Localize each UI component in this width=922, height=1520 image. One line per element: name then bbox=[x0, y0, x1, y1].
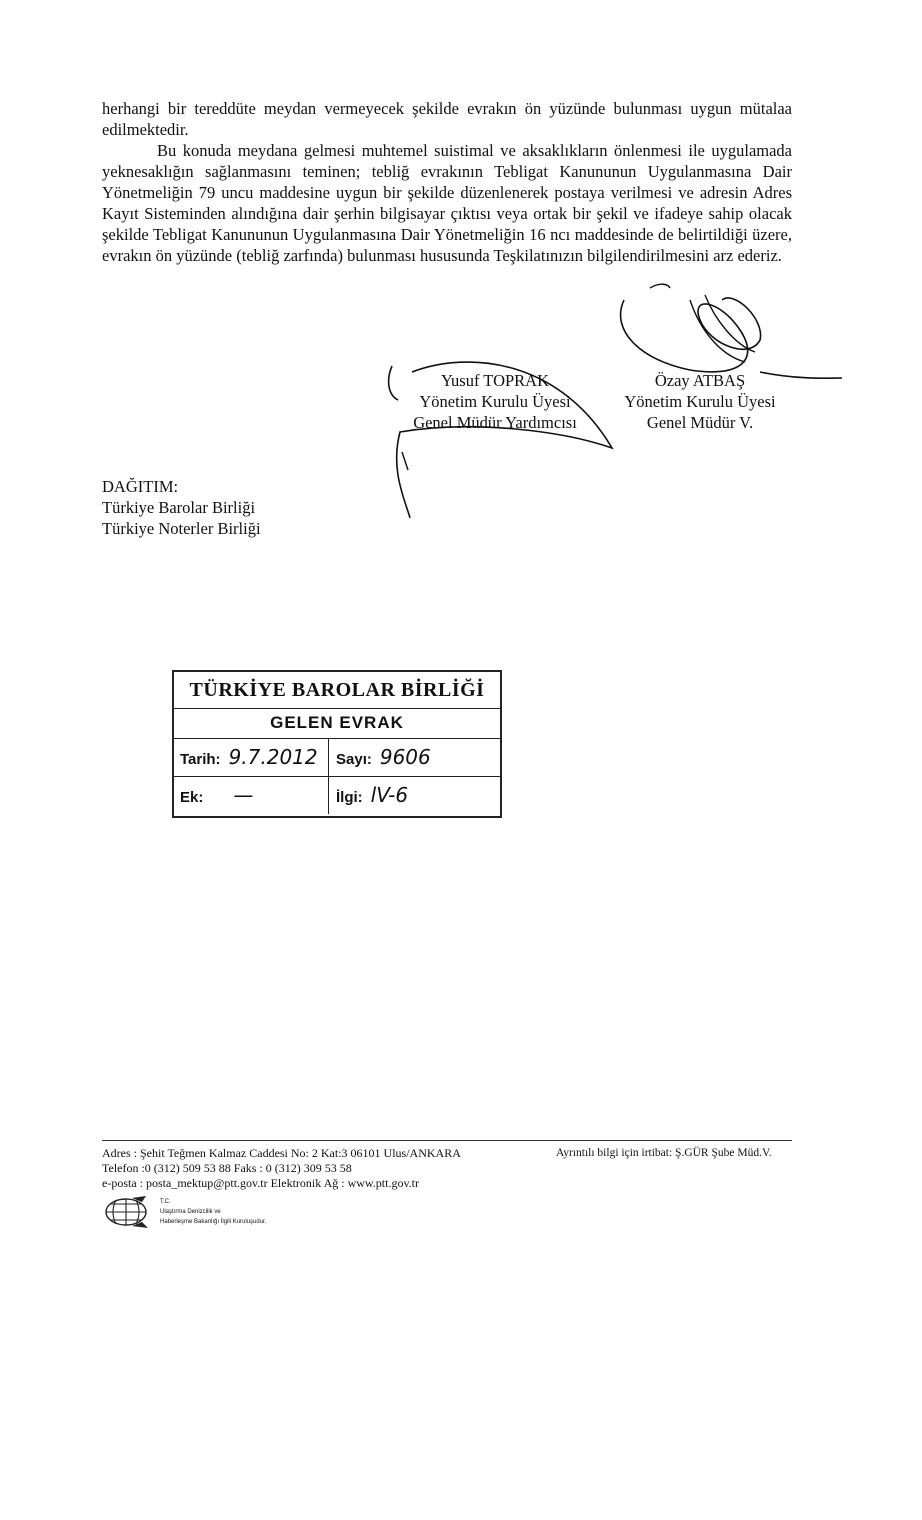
stamp-row-date-number bbox=[174, 738, 500, 777]
stamp-row-attachment-related bbox=[174, 776, 500, 814]
footer-contact: e-posta : posta_mektup@ptt.gov.tr Elektronik Ağ : www.ptt.gov.tr bbox=[102, 1176, 420, 1190]
signatory-title: Genel Müdür Yardımcısı bbox=[413, 413, 577, 432]
footer-divider bbox=[102, 1140, 792, 1141]
signatory-title: Yönetim Kurulu Üyesi bbox=[419, 392, 571, 411]
paragraph-main: Bu konuda meydana gelmesi muhtemel suistimal ve aksaklıkların önlenmesi ile uygulamada yeknesaklığın sağlanmasını teminen; tebliğ evrakının Tebligat Kanununun Uygulanmasına Dair Yönetmeliğin 79 uncu maddesine uygun bir şekilde düzenlenerek postaya verilmesi ve adresin Adres Kayıt Sisteminden alındığına dair şerhin bilgisayar çıktısı veya ortak bir şekil ve ifadeye sahip olacak şekilde Tebligat Kanununun Uygulanmasına Dair Yönetmeliğin 16 ncı maddesinde de belirtildiği üzere, evrakın ön yüzünde (tebliğ zarfında) bulunması hususunda Teşkilatınızın bilgilendirilmesini arz ederiz. bbox=[102, 141, 792, 265]
signatory-left bbox=[390, 370, 600, 433]
stamp-related-value: lV-6 bbox=[370, 783, 409, 807]
logo-text-ministry2: Haberleşme Bakanlığı İlgili Kuruluşudur. bbox=[160, 1219, 267, 1225]
stamp-number bbox=[336, 738, 431, 776]
distribution-item: Türkiye Noterler Birliği bbox=[102, 519, 261, 538]
stamp-date-label: Tarih: bbox=[180, 751, 221, 768]
signatory-right bbox=[600, 370, 800, 433]
stamp-title: TÜRKİYE BAROLAR BİRLİĞİ bbox=[174, 672, 500, 709]
logo-text-ministry: Ulaştırma Denizcilik ve bbox=[160, 1209, 221, 1215]
stamp-attachment bbox=[180, 776, 253, 814]
stamp-related-label: İlgi: bbox=[336, 789, 363, 806]
stamp-attachment-value: — bbox=[233, 783, 254, 807]
distribution-item: Türkiye Barolar Birliği bbox=[102, 498, 256, 517]
signatory-title: Genel Müdür V. bbox=[646, 413, 754, 432]
paragraph-continuation: herhangi bir tereddüte meydan vermeyecek şekilde evrakın ön yüzünde bulunması uygun mütalaa edilmektedir. bbox=[102, 99, 792, 139]
stamp-number-label: Sayı: bbox=[336, 751, 372, 768]
signatory-title: Yönetim Kurulu Üyesi bbox=[624, 392, 776, 411]
footer-info: Ayrıntılı bilgi için irtibat: Ş.GÜR Şube Müd.V. bbox=[556, 1147, 772, 1159]
stamp-subtitle: GELEN EVRAK bbox=[174, 708, 500, 739]
stamp-date bbox=[180, 738, 318, 776]
stamp-attachment-label: Ek: bbox=[180, 789, 204, 806]
logo-text-tc: T.C. bbox=[160, 1199, 171, 1205]
incoming-document-stamp bbox=[172, 670, 502, 818]
signatory-name: Yusuf TOPRAK bbox=[440, 371, 550, 390]
stamp-date-value: 9.7.2012 bbox=[228, 745, 318, 769]
distribution-heading: DAĞITIM: bbox=[102, 477, 179, 496]
stamp-divider bbox=[328, 738, 329, 814]
signatory-name: Özay ATBAŞ bbox=[654, 371, 746, 390]
footer-phone: Telefon :0 (312) 509 53 88 Faks : 0 (312) 309 53 58 bbox=[102, 1161, 352, 1175]
footer-address: Adres : Şehit Teğmen Kalmaz Caddesi No: 2 Kat:3 06101 Ulus/ANKARA bbox=[102, 1146, 461, 1160]
stamp-number-value: 9606 bbox=[379, 745, 431, 769]
distribution-list bbox=[102, 476, 261, 539]
ministry-logo-icon bbox=[102, 1194, 154, 1230]
stamp-related bbox=[336, 776, 408, 814]
